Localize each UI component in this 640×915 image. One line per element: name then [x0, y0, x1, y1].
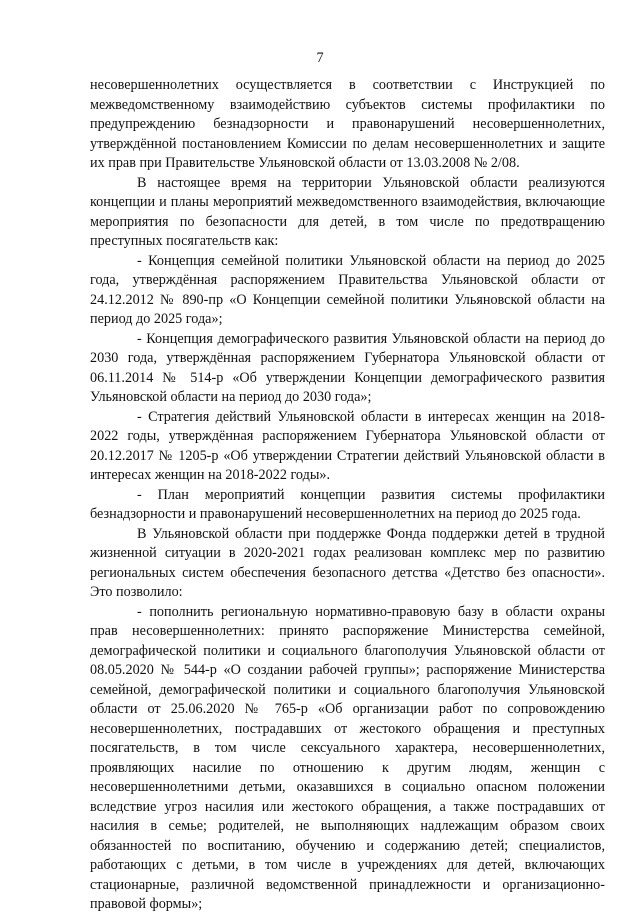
list-item-family-policy: - Концепция семейной политики Ульяновской области на период до 2025 года, утверждённая распоряжением Правительства Ульяновской области от 24.12.2012 № 890-пр «О Концепции семейной политики Ульяновской области на период до 2025 года»;: [90, 252, 605, 327]
list-item-regulatory-base: - пополнить региональную нормативно-правовую базу в области охраны прав несовершеннолетних: принято распоряжение Министерства семейной, демографической политики и социального благополучия Ульяновской области от 08.05.2020 № 544-р «О создании рабочей группы»; распоряжение Министерства семейной, демографической политики и социального благополучия Ульяновской области от 25.06.2020 № 765-р «Об организации работ по сопровождению несовершеннолетних, пострадавших от жестокого обращения и преступных посягательств, в том числе сексуального характера, несовершеннолетних, проявляющих насилие по отношению к другим людям, женщин с несовершеннолетними детьми, оказавшихся в социально опасном положении вследствие угроз насилия или жестокого обращения, а также пострадавших от насилия в семье; родителей, не выполняющих надлежащим образом своих обязанностей по воспитанию, обучению и содержанию детей; специалистов, работающих с детьми, в том числе в учреждениях для детей, включающих стационарные, различной ведомственной принадлежности и организационно-правовой формы»;: [90, 603, 605, 912]
list-item-prevention-plan: - План мероприятий концепции развития системы профилактики безнадзорности и правонарушений несовершеннолетних на период до 2025 года.: [90, 486, 605, 522]
paragraph-continuation: несовершеннолетних осуществляется в соответствии с Инструкцией по межведомственному взаимодействию субъектов системы профилактики по предупреждению безнадзорности и правонарушений несовершеннолетних, утверждённой постановлением Комиссии по делам несовершеннолетних и защите их прав при Правительстве Ульяновской области от 13.03.2008 № 2/08.: [90, 77, 605, 171]
document-body: [90, 0, 605, 915]
page-number: 7: [316, 50, 324, 66]
paragraph-fund-support: В Ульяновской области при поддержке Фонда поддержки детей в трудной жизненной ситуации в 2020-2021 годах реализован комплекс мер по развитию региональных систем обеспечения безопасного детства «Детство без опасности». Это позволило:: [90, 525, 605, 600]
paragraph-intro-concepts: В настоящее время на территории Ульяновской области реализуются концепции и планы мероприятий межведомственного взаимодействия, включающие мероприятия по безопасности для детей, в том числе по предотвращению преступных посягательств как:: [90, 174, 605, 249]
list-item-demographic-concept: - Концепция демографического развития Ульяновской области на период до 2030 года, утверждённая распоряжением Губернатора Ульяновской области от 06.11.2014 № 514-р «Об утверждении Концепции демографического развития Ульяновской области на период до 2030 года»;: [90, 330, 605, 405]
list-item-women-strategy: - Стратегия действий Ульяновской области в интересах женщин на 2018-2022 годы, утверждённая распоряжением Губернатора Ульяновской области от 20.12.2017 № 1205-р «Об утверждении Стратегии действий Ульяновской области в интересах женщин на 2018-2022 годы».: [90, 408, 605, 483]
